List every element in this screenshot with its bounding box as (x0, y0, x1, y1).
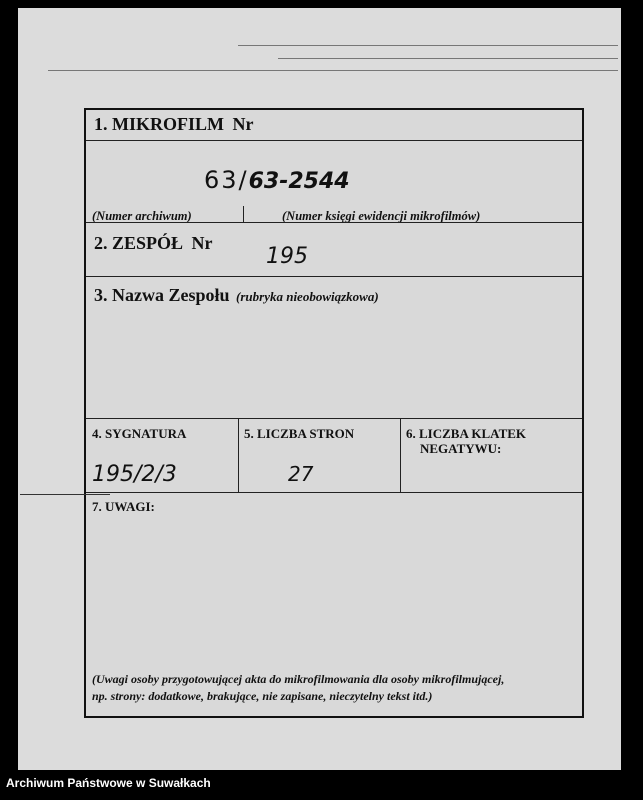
divider (86, 418, 582, 419)
liczba-stron-label: 5. LICZBA STRON (244, 426, 355, 441)
archive-number-label: (Numer archiwum) (92, 209, 192, 223)
microfilm-card (84, 108, 584, 718)
scan-artifact-line (20, 494, 110, 495)
sygnatura-label: 4. SYGNATURA (92, 426, 187, 441)
divider (238, 418, 239, 492)
sygnatura-handwritten: 195/2/3 (92, 462, 177, 487)
divider (86, 492, 582, 493)
register-number-label: (Numer księgi ewidencji mikrofilmów) (282, 209, 481, 223)
nazwa-zespolu-note: (rubryka nieobowiązkowa) (236, 289, 379, 304)
scanned-sheet (18, 8, 621, 770)
divider (243, 206, 244, 222)
negatywu-label: NEGATYWU: (420, 441, 502, 456)
microfilm-number-handwritten: 63/63-2544 (204, 166, 350, 194)
uwagi-label: 7. UWAGI: (92, 499, 155, 514)
uwagi-note-line2: np. strony: dodatkowe, brakujące, nie zapisane, nieczytelny tekst itd.) (92, 689, 433, 703)
mikrofilm-nr-label: Nr (232, 114, 254, 134)
divider (86, 276, 582, 277)
divider (400, 418, 401, 492)
scan-artifact-line (48, 70, 618, 71)
zespol-label: 2. ZESPÓŁ Nr (94, 233, 213, 253)
uwagi-note-line1: (Uwagi osoby przygotowującej akta do mikrofilmowania dla osoby mikrofilmującej, (92, 672, 505, 686)
zespol-nr-label: Nr (191, 233, 213, 253)
scan-artifact-line (278, 58, 618, 59)
liczba-klatek-label: 6. LICZBA KLATEK (406, 426, 527, 441)
nazwa-zespolu-label: 3. Nazwa Zespołu (rubryka nieobowiązkowa) (94, 285, 379, 305)
scan-artifact-line (238, 45, 618, 46)
divider (86, 140, 582, 141)
liczba-stron-handwritten: 27 (288, 462, 314, 486)
mikrofilm-label: 1. MIKROFILM Nr (94, 114, 254, 134)
divider (86, 222, 582, 223)
zespol-number-handwritten: 195 (266, 244, 308, 269)
archive-footer-label: Archiwum Państwowe w Suwałkach (0, 772, 234, 794)
